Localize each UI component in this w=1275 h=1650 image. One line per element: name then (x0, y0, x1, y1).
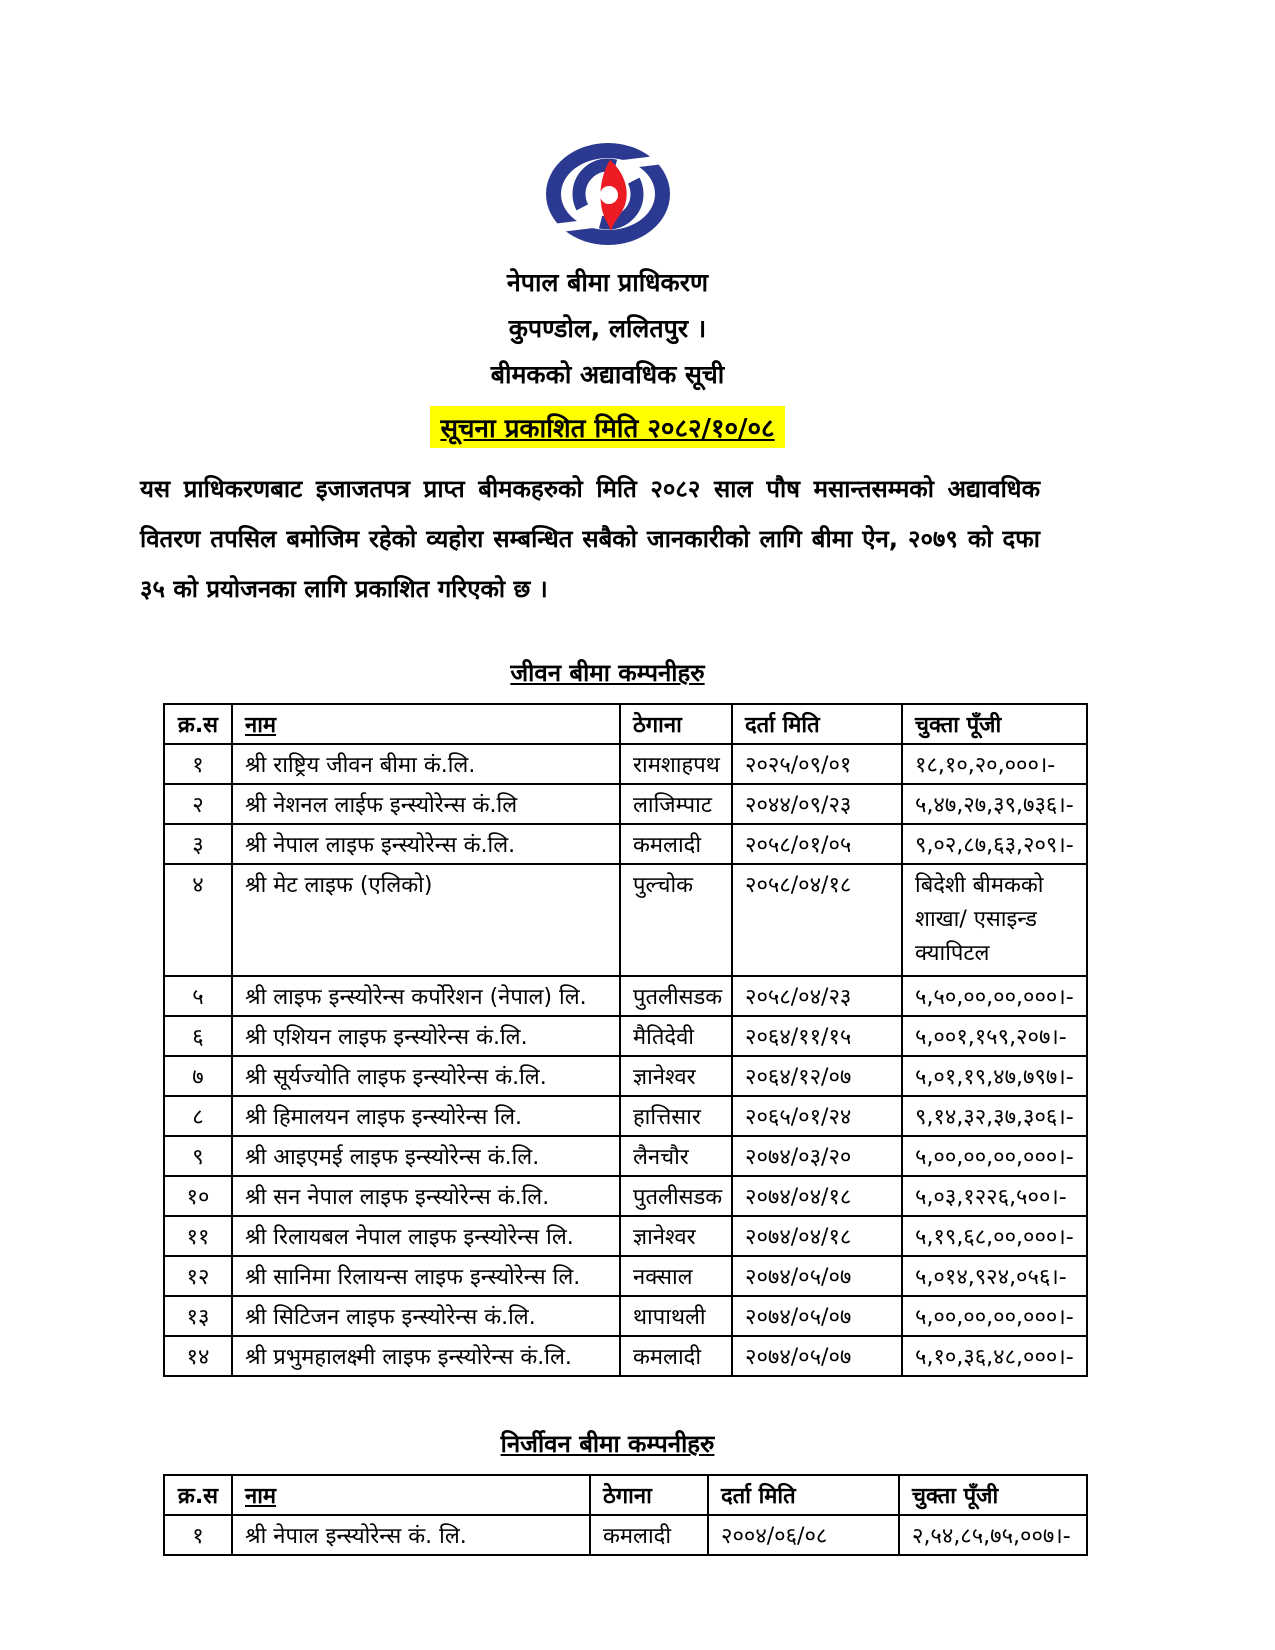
table-row (164, 1296, 1087, 1336)
col-header-sn: क्र.स (164, 1475, 232, 1515)
address-cell: कमलादी (620, 824, 732, 864)
sn-cell: १ (164, 1515, 232, 1555)
name-cell: श्री सन नेपाल लाइफ इन्स्योरेन्स कं.लि. (232, 1176, 620, 1216)
address-cell: पुतलीसडक (620, 1176, 732, 1216)
sn-cell: ६ (164, 1016, 232, 1056)
capital-cell: ५,०३,१२२६,५००।- (902, 1176, 1087, 1216)
org-address: कुपण्डोल, ललितपुर । (508, 314, 707, 343)
reg-date-cell: २०७४/०४/१८ (732, 1176, 902, 1216)
sn-cell: १ (164, 744, 232, 784)
col-header-name: नाम (232, 704, 620, 744)
col-header-reg-date: दर्ता मिति (708, 1475, 899, 1515)
sn-cell: ९ (164, 1136, 232, 1176)
name-cell: श्री नेशनल लाईफ इन्स्योरेन्स कं.लि (232, 784, 620, 824)
table-row (164, 744, 1087, 784)
nonlife-header-row (164, 1475, 1087, 1515)
table-row (164, 1016, 1087, 1056)
capital-cell: ५,१९,६८,००,०००।- (902, 1216, 1087, 1256)
reg-date-cell: २०६४/१२/०७ (732, 1056, 902, 1096)
life-table-title: जीवन बीमा कम्पनीहरु (510, 659, 705, 687)
sn-cell: ३ (164, 824, 232, 864)
table-row (164, 1336, 1087, 1376)
reg-date-cell: २०७४/०५/०७ (732, 1256, 902, 1296)
col-header-address: ठेगाना (590, 1475, 708, 1515)
sn-cell: १३ (164, 1296, 232, 1336)
name-cell: श्री नेपाल लाइफ इन्स्योरेन्स कं.लि. (232, 824, 620, 864)
logo-container (140, 0, 1075, 252)
reg-date-cell: २००४/०६/०८ (708, 1515, 899, 1555)
sn-cell: १२ (164, 1256, 232, 1296)
address-cell: नक्साल (620, 1256, 732, 1296)
sn-cell: १० (164, 1176, 232, 1216)
document-title: बीमकको अद्यावधिक सूची (490, 360, 725, 389)
nonlife-insurance-table (163, 1474, 1088, 1556)
capital-cell: ५,००१,१५९,२०७।- (902, 1016, 1087, 1056)
capital-cell: २,५४,८५,७५,००७।- (899, 1515, 1087, 1555)
sn-cell: ८ (164, 1096, 232, 1136)
sn-cell: ४ (164, 864, 232, 976)
name-cell: श्री नेपाल इन्स्योरेन्स कं. लि. (232, 1515, 590, 1555)
address-cell: मैतिदेवी (620, 1016, 732, 1056)
table-row (164, 824, 1087, 864)
address-cell: ज्ञानेश्वर (620, 1056, 732, 1096)
capital-cell: ५,००,००,००,०००।- (902, 1136, 1087, 1176)
name-cell: श्री सिटिजन लाइफ इन्स्योरेन्स कं.लि. (232, 1296, 620, 1336)
reg-date-cell: २०७४/०३/२० (732, 1136, 902, 1176)
name-cell: श्री मेट लाइफ (एलिको) (232, 864, 620, 976)
name-cell: श्री आइएमई लाइफ इन्स्योरेन्स कं.लि. (232, 1136, 620, 1176)
nonlife-table-title: निर्जीवन बीमा कम्पनीहरु (500, 1430, 715, 1458)
capital-cell: ९,१४,३२,३७,३०६।- (902, 1096, 1087, 1136)
table-row (164, 1096, 1087, 1136)
col-header-reg-date: दर्ता मिति (732, 704, 902, 744)
name-cell: श्री हिमालयन लाइफ इन्स्योरेन्स लि. (232, 1096, 620, 1136)
sn-cell: १४ (164, 1336, 232, 1376)
reg-date-cell: २०४४/०९/२३ (732, 784, 902, 824)
reg-date-cell: २०६४/११/१५ (732, 1016, 902, 1056)
table-row (164, 976, 1087, 1016)
org-name: नेपाल बीमा प्राधिकरण (506, 268, 709, 297)
table-row (164, 864, 1087, 976)
name-cell: श्री रिलायबल नेपाल लाइफ इन्स्योरेन्स लि. (232, 1216, 620, 1256)
address-cell: कमलादी (590, 1515, 708, 1555)
col-header-capital: चुक्ता पूँजी (902, 704, 1087, 744)
address-cell: रामशाहपथ (620, 744, 732, 784)
name-cell: श्री प्रभुमहालक्ष्मी लाइफ इन्स्योरेन्स कं.लि. (232, 1336, 620, 1376)
name-cell: श्री लाइफ इन्स्योरेन्स कर्पोरेशन (नेपाल) लि. (232, 976, 620, 1016)
capital-cell: ५,४७,२७,३९,७३६।- (902, 784, 1087, 824)
capital-cell: ५,००,००,००,०००।- (902, 1296, 1087, 1336)
address-cell: लाजिम्पाट (620, 784, 732, 824)
capital-cell: ५,५०,००,००,०००।- (902, 976, 1087, 1016)
capital-cell: ९,०२,८७,६३,२०९।- (902, 824, 1087, 864)
capital-cell: बिदेशी बीमकको शाखा/ एसाइन्ड क्यापिटल (902, 864, 1087, 976)
capital-cell: ५,०१४,९२४,०५६।- (902, 1256, 1087, 1296)
sn-cell: ५ (164, 976, 232, 1016)
name-cell: श्री एशियन लाइफ इन्स्योरेन्स कं.लि. (232, 1016, 620, 1056)
address-cell: पुल्चोक (620, 864, 732, 976)
capital-cell: १८,१०,२०,०००।- (902, 744, 1087, 784)
col-header-name: नाम (232, 1475, 590, 1515)
intro-paragraph: यस प्राधिकरणबाट इजाजतपत्र प्राप्त बीमकहरुको मिति २०८२ साल पौष मसान्तसम्मको अद्यावधिक वितरण तपसिल बमोजिम रहेको व्यहोरा सम्बन्धित सबैको जानकारीको लागि बीमा ऐन, २०७९ को दफा ३५ को प्रयोजनका लागि प्रकाशित गरिएको छ । (140, 475, 1040, 603)
table-row (164, 1056, 1087, 1096)
name-cell: श्री सानिमा रिलायन्स लाइफ इन्स्योरेन्स लि. (232, 1256, 620, 1296)
address-cell: पुतलीसडक (620, 976, 732, 1016)
reg-date-cell: २०७४/०५/०७ (732, 1296, 902, 1336)
table-row (164, 1256, 1087, 1296)
table-row (164, 1515, 1087, 1555)
life-header-row (164, 704, 1087, 744)
notice-published-date: सूचना प्रकाशित मिति २०८२/१०/०८ (430, 406, 784, 448)
capital-cell: ५,०१,१९,४७,७९७।- (902, 1056, 1087, 1096)
address-cell: ज्ञानेश्वर (620, 1216, 732, 1256)
address-cell: लैनचौर (620, 1136, 732, 1176)
sn-cell: ७ (164, 1056, 232, 1096)
capital-cell: ५,१०,३६,४८,०००।- (902, 1336, 1087, 1376)
col-header-sn: क्र.स (164, 704, 232, 744)
life-table-title-wrap (140, 656, 1075, 689)
reg-date-cell: २०५८/०१/०५ (732, 824, 902, 864)
life-insurance-table (163, 703, 1088, 1377)
table-row (164, 784, 1087, 824)
reg-date-cell: २०२५/०९/०१ (732, 744, 902, 784)
reg-date-cell: २०७४/०४/१८ (732, 1216, 902, 1256)
document-header (140, 0, 1075, 448)
table-row (164, 1176, 1087, 1216)
reg-date-cell: २०७४/०५/०७ (732, 1336, 902, 1376)
reg-date-cell: २०५८/०४/२३ (732, 976, 902, 1016)
sn-cell: ११ (164, 1216, 232, 1256)
nepal-insurance-authority-logo (543, 140, 673, 248)
address-cell: कमलादी (620, 1336, 732, 1376)
sn-cell: २ (164, 784, 232, 824)
col-header-address: ठेगाना (620, 704, 732, 744)
name-cell: श्री राष्ट्रिय जीवन बीमा कं.लि. (232, 744, 620, 784)
address-cell: हात्तिसार (620, 1096, 732, 1136)
address-cell: थापाथली (620, 1296, 732, 1336)
table-row (164, 1136, 1087, 1176)
nonlife-table-title-wrap (140, 1427, 1075, 1460)
col-header-capital: चुक्ता पूँजी (899, 1475, 1087, 1515)
reg-date-cell: २०६५/०१/२४ (732, 1096, 902, 1136)
reg-date-cell: २०५८/०४/१८ (732, 864, 902, 976)
name-cell: श्री सूर्यज्योति लाइफ इन्स्योरेन्स कं.लि. (232, 1056, 620, 1096)
table-row (164, 1216, 1087, 1256)
